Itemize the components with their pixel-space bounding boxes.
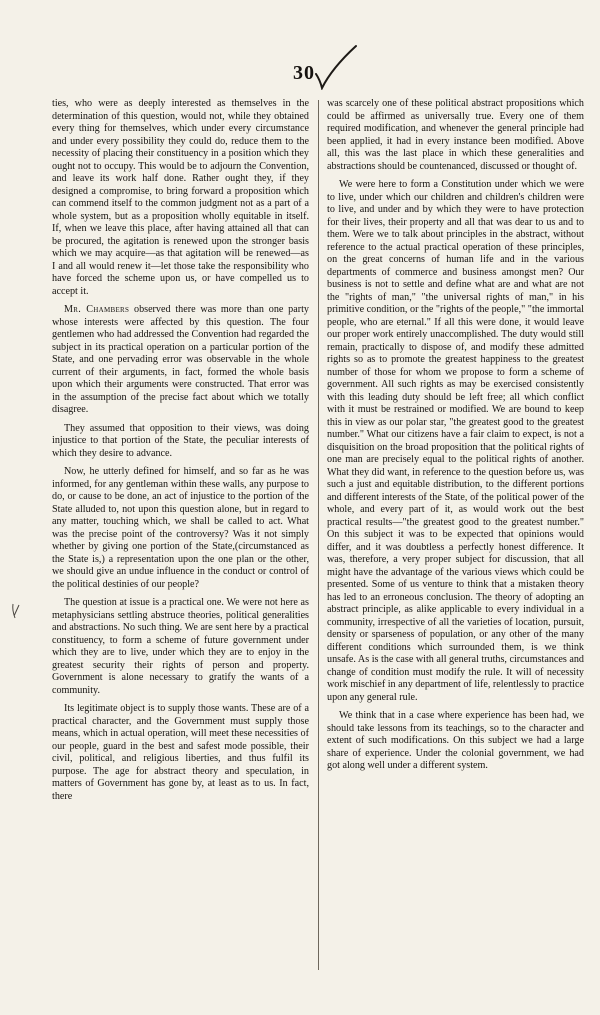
paragraph: They assumed that opposition to their views, was doing injustice to that portion of the State, the peculiar interests of which they desire to advance.	[52, 422, 309, 459]
paragraph: We were here to form a Constitution under which we were to live, under which our children and children's children were to live, and under and by which they were to have protection for their lives, their property and all that was dear to us and to them. Were we to talk about principles in the abstract, without reference to the actual practical operation of these principles, on the great concerns of human life and in the various departments of commerce and business amongst men? Our business is not to settle and define what are and what are not the "rights of man," "the universal rights of man," in his primitive condition, or the "rights of the people," "the immortal people, who are eternal." If all this were done, it would leave our proper work entirely unaccomplished. The duty would still remain, practically to dispose of, and modify these admitted rights so as to promote the greatest happiness to the greatest number of those for whom we propose to form a scheme of government. All such rights as may be exercised consistently with this leading duty should be left free; all which conflict with it must be restrained or modified. We are bound to keep this in view as our polar star, "the greatest good to the greatest number." What our citizens have a fair claim to expect, is not a disquisition on the broad proposition that the political rights of one man are precisely equal to the political rights of another. What they did want, in reference to the question before us, was such a just and equitable distribution, to the different portions and different interests of the State, of the political power of the whole, and every part of it, as would work out the best practical results—"the greatest good to the greatest number." On this subject it was to be expected that opinions would differ, and it was doubtless a perfectly honest difference. It was, therefore, a very proper subject for discussion, that all might have the advantage of the various views which could be presented. Some of us venture to think that a mistaken theory has led to an erroneous conclusion. The theory of adopting an abstract principle, as alike applicable to every individual in a community, irrespective of all the varieties of location, pursuit, density or sparseness of population, or any other of the many different conditions which surrounded them, is we think unsafe. As is the case with all general truths, circumstances and change of condition must modify the rule. It will of necessity work mischief in any department of life, relentlessly to practice upon any general rule.	[327, 179, 584, 703]
page-header	[0, 60, 600, 90]
paragraph: Its legitimate object is to supply those wants. These are of a practical character, and the Government must supply those means, which in actual operation, will meet these necessities of our people, guard in the best and safest mode possible, their civil, political, and religious liberties, and thus fulfil its purpose. The age for abstract theory and speculation, in matters of Government has gone by, at least as to us. In fact, there	[52, 703, 309, 802]
page-number: 30	[293, 62, 315, 84]
left-column	[52, 98, 309, 978]
paragraph	[52, 304, 309, 417]
right-column	[327, 98, 584, 978]
margin-pencil-mark-icon	[10, 602, 24, 620]
handwritten-checkmark-icon	[314, 44, 358, 90]
column-divider	[318, 100, 319, 970]
text-columns	[52, 98, 584, 978]
paragraph: The question at issue is a practical one. We were not here as metaphysicians settling abstruce theories, political generalities and abstractions. No such thing. We are sent here by a practical constituency, to form a scheme of future government under which they are to live, under which they are to enjoy in the greatest security their rights of person and property. Government is alone necessary to gratify the wants of a community.	[52, 597, 309, 696]
paragraph: Now, he utterly defined for himself, and so far as he was informed, for any gentleman within these walls, any purpose to do, or cause to be done, an act of injustice to the portion of the State alluded to, not upon this question alone, but in regard to any matter, touching which, we shall be called to act. What was the precise point of the controversy? Was it not simply whether by giving one portion of the State,(circumstanced as the State is,) a representation upon the one plan or the other, we should give an undue influence in the conduct or control of the political destinies of our people?	[52, 466, 309, 590]
paragraph: We think that in a case where experience has been had, we should take lessons from its teachings, so to the character and extent of such modifications. On this subject we had a large share of experience. Under the colonial government, we had got along well under a different system.	[327, 710, 584, 771]
paragraph: was scarcely one of these political abstract propositions which could be affirmed as universally true. Every one of them required modification, and whenever the general principle had been applied, it had in every instance been modified. Above all, this was the last place in which these generalities and abstractions should be countenanced, discussed or thought of.	[327, 98, 584, 172]
paragraph-body: observed there was more than one party whose interests were affected by this question. The four gentlemen who had addressed the Convention had regarded the subject in its practical operation on a particular portion of the State, and one pervading error was observable in the whole current of their arguments, in fact, formed the whole basis upon which their arguments were constructed. That error was in the assumption of the precise fact about which we totally disagree.	[52, 304, 309, 415]
paragraph: ties, who were as deeply interested as themselves in the determination of this question, would not, while they obtained every thing for themselves, which under every circumstance and under every possibility they could do, reduce them to the necessity of placing their constituency in a position which they ought not to occupy. This would be to adjourn the Convention, and leave its work half done. Rather ought they, if they designed a compromise, to bring forward a proposition which can commend itself to the common judgment not as a part of a whole system, but as a proposition wholly equitable in itself. If, when we leave this place, after having attained all that can be procured, the agitation is renewed upon the stronger basis which we may acquire—as that agitation will be renewed—as I and all would renew it—let those take the responsibility who have forced the scheme upon us, or have compelled us to accept it.	[52, 98, 309, 297]
speaker-name: Mr. Chambers	[64, 304, 130, 315]
